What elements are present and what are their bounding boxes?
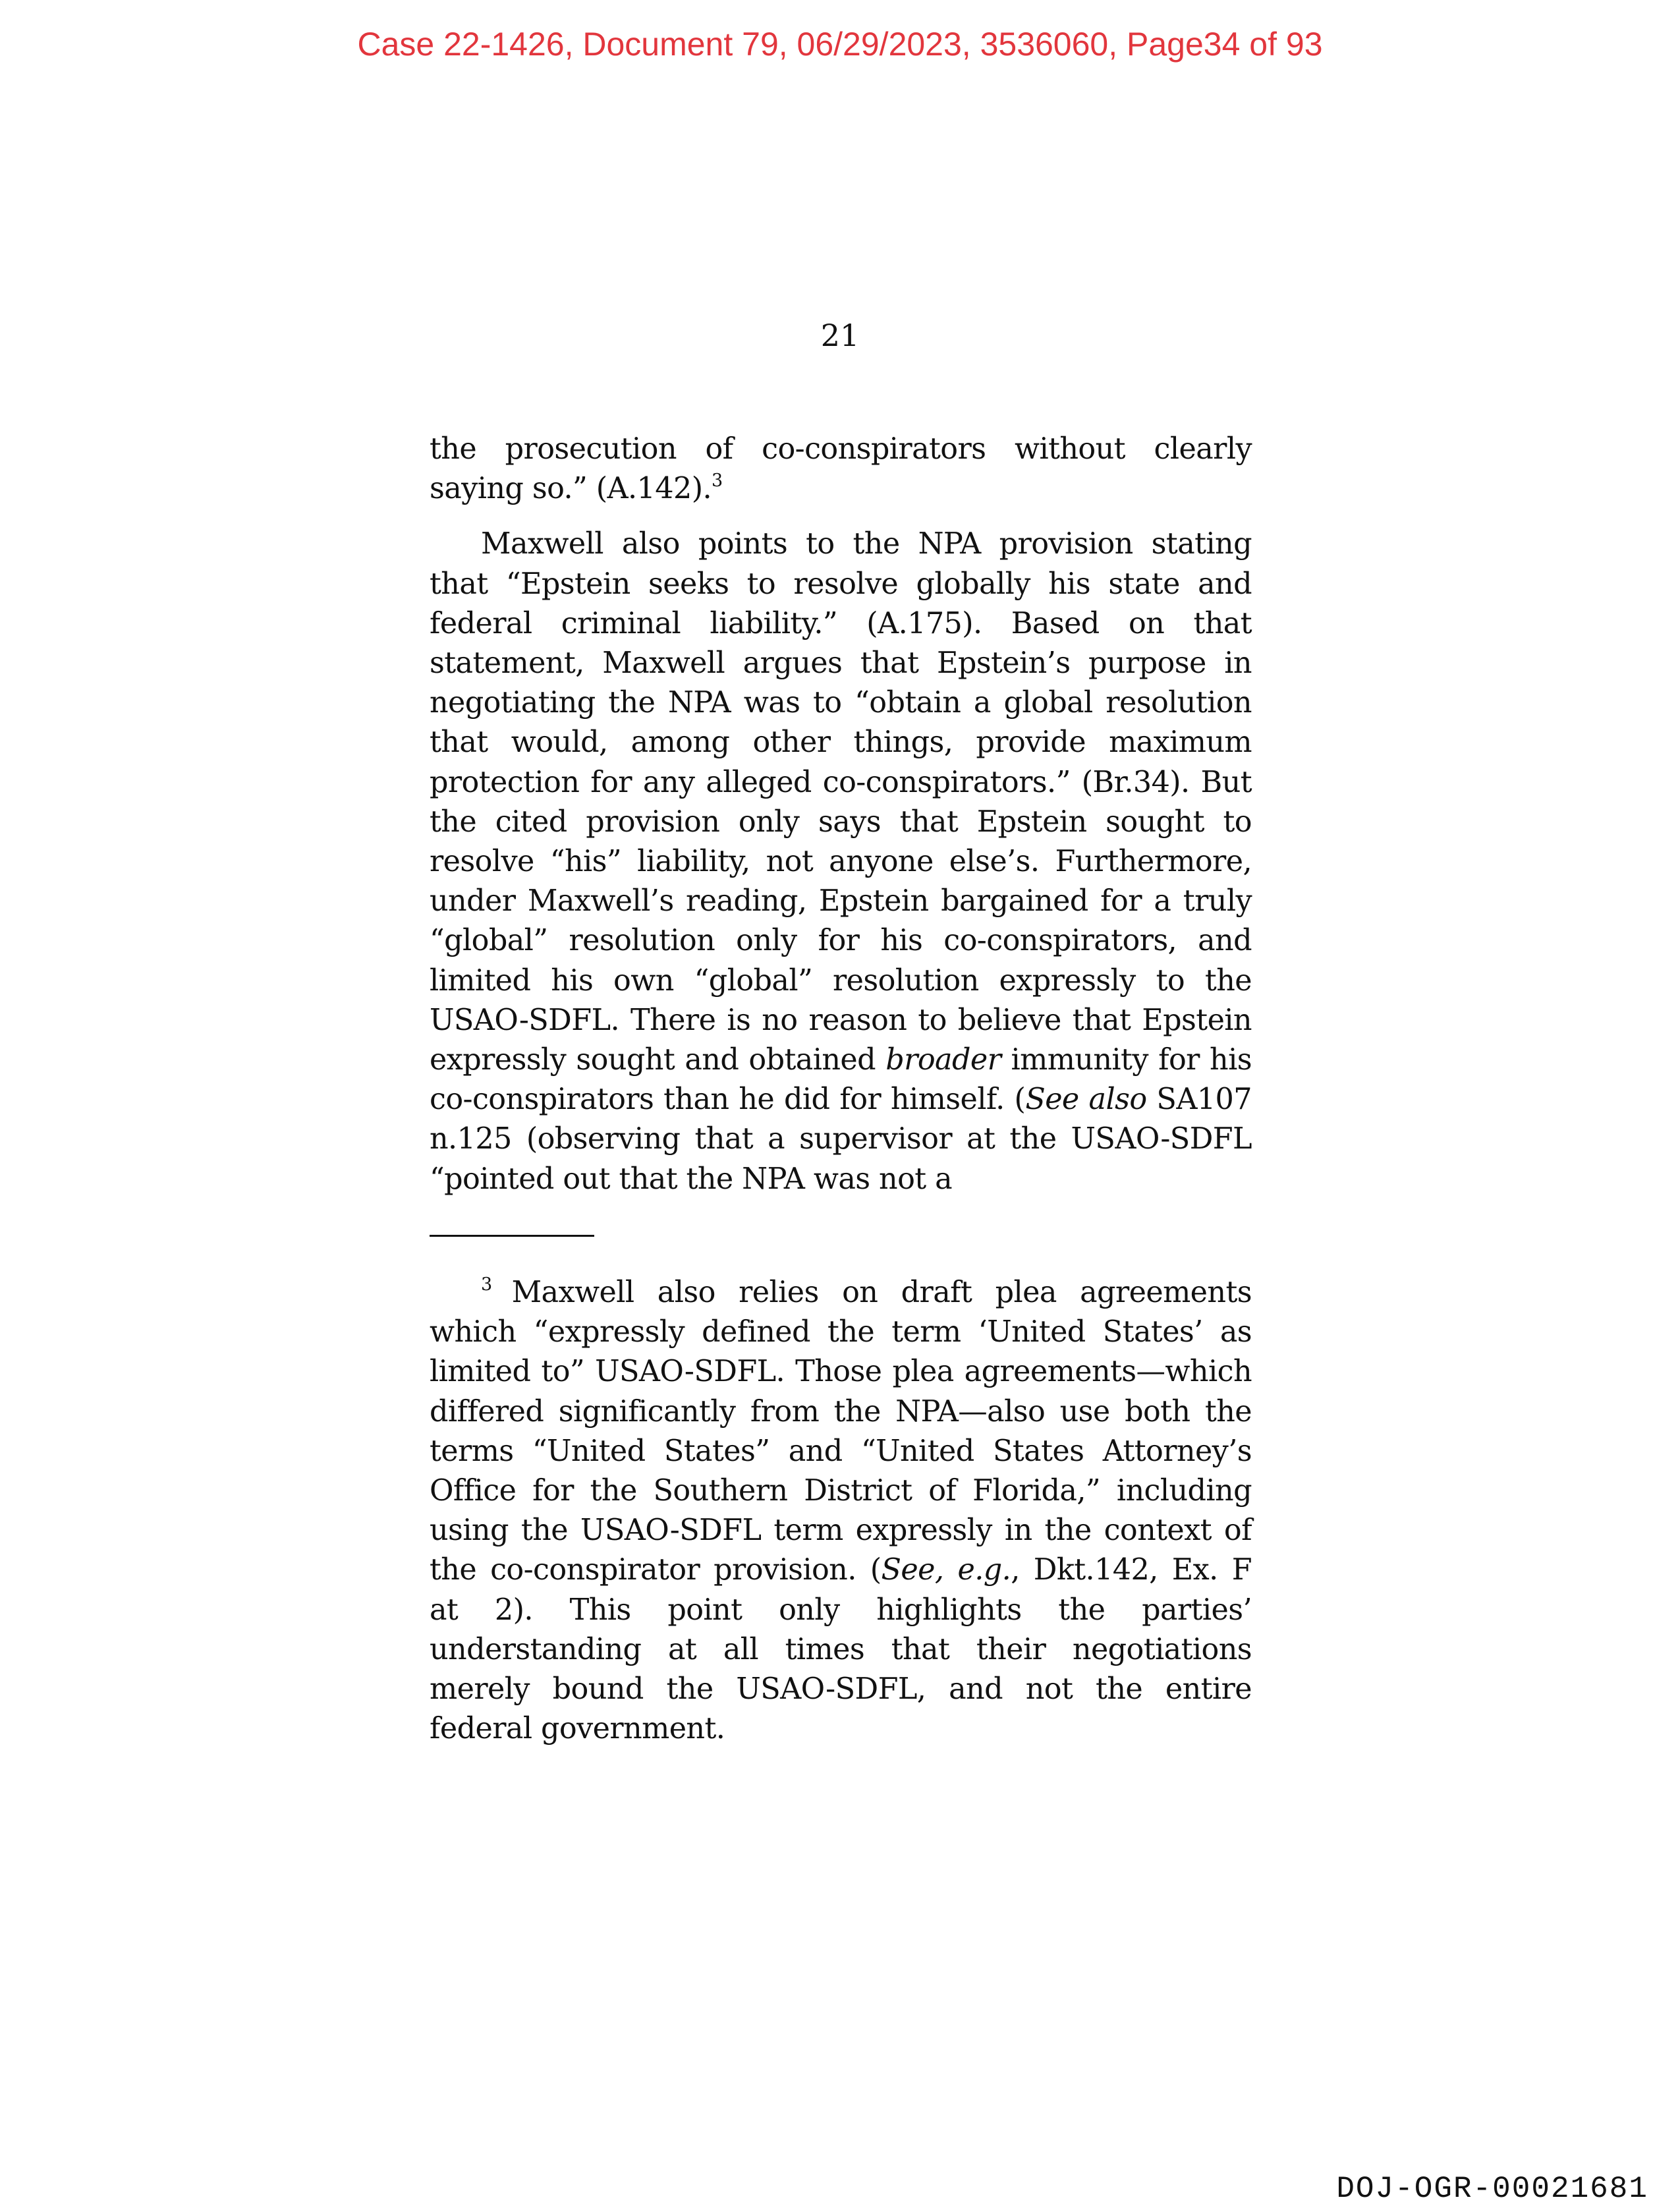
page-number: 21 [820,318,860,353]
footnote-reference[interactable]: 3 [712,470,723,492]
citation-signal: See, e.g. [881,1553,1011,1587]
footnote-section [430,1273,1252,1749]
emphasis-text: broader [885,1043,1001,1077]
bates-number: DOJ-OGR-00021681 [1336,2172,1648,2206]
citation-signal: See also [1025,1083,1147,1117]
paragraph-text: the prosecution of co-conspirators without clearly saying so.” (A.142). [430,432,1252,506]
footnote-separator [430,1235,594,1237]
main-body-text [430,430,1252,1199]
paragraph-text: Maxwell also points to the NPA provision stating that “Epstein seeks to resolve globally his state and federal criminal liability.” (A.175). Based on that statement, Maxwell argues that Epstein’s purpose in negotiating the NPA was to “obtain a global resolution that would, among other things, provide maximum protection for any alleged co-conspirators.” (Br.34). But the cited provision only says that Epstein sought to resolve “his” liability, not anyone else’s. Furthermore, under Maxwell’s reading, Epstein bargained for a truly “global” resolution only for his co-conspirators, and limited his own “global” resolution expressly to the USAO-SDFL. There is no reason to believe that Epstein expressly sought and obtained [430,527,1252,1077]
footnote-3 [430,1273,1252,1749]
filing-stamp-header: Case 22-1426, Document 79, 06/29/2023, 3536060, Page34 of 93 [357,26,1323,63]
footnote-text: , Dkt.142, Ex. F at 2). This point only highlights the parties’ understanding at all times that their negotiations merely bound the USAO-SDFL, and not the entire federal government. [430,1553,1252,1746]
footnote-marker: 3 [481,1274,492,1295]
paragraph [430,525,1252,1199]
footnote-text: Maxwell also relies on draft plea agreements which “expressly defined the term ‘United States’ as limited to” USAO-SDFL. Those plea agreements—which differed significantly from the NPA—also use both the terms “United States” and “United States Attorney’s Office for the Southern District of Florida,” including using the USAO-SDFL term expressly in the context of the co-conspirator provision. ( [430,1276,1252,1587]
paragraph-continued [430,430,1252,509]
paragraph-text: SA107 n.125 (observing that a supervisor at the USAO-SDFL “pointed out that the NPA was not a [430,1083,1252,1196]
paragraph-text: immunity for his co-conspirators than he did for himself. ( [430,1043,1252,1117]
